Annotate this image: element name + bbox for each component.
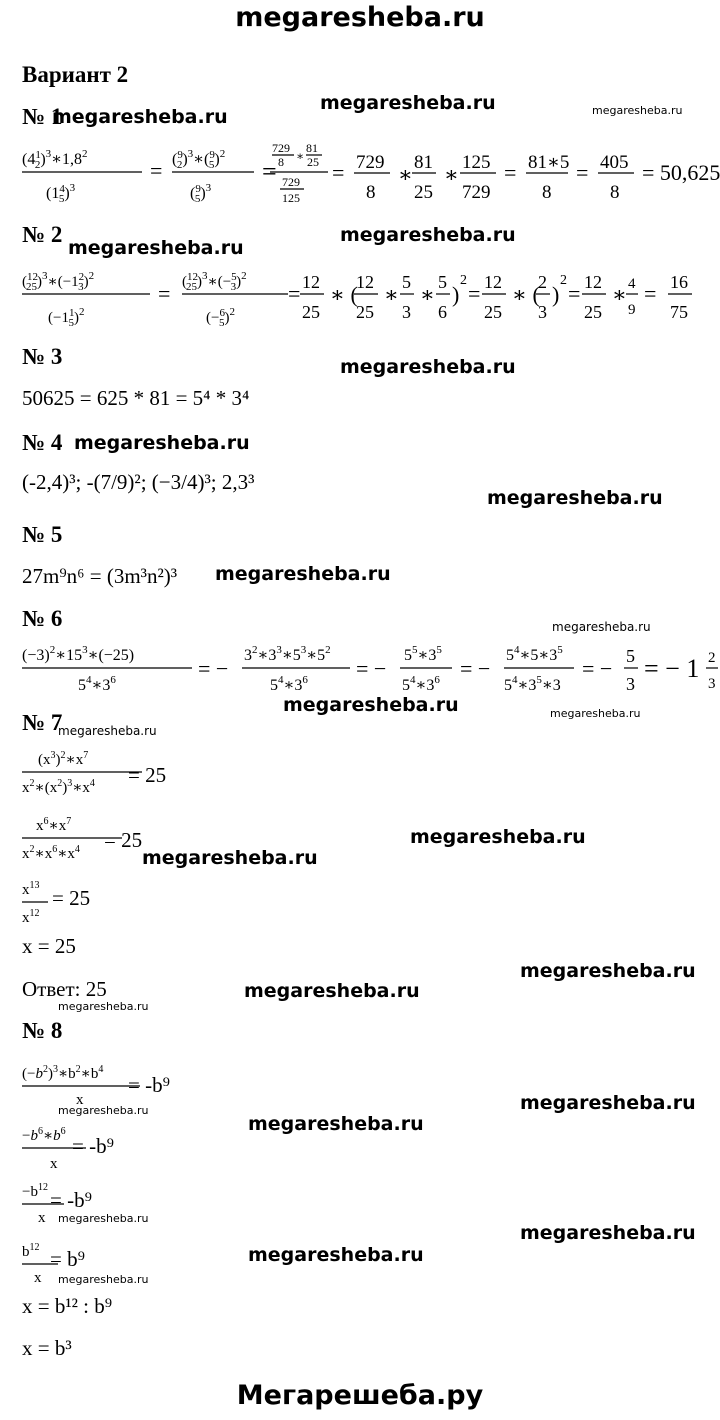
problem-4-number: № 4 <box>22 430 63 455</box>
svg-text:=: = <box>262 157 277 186</box>
svg-text:5: 5 <box>438 272 447 292</box>
svg-text:8: 8 <box>278 155 284 169</box>
problem-7-rhs: = 25 <box>52 886 91 910</box>
svg-text:x6∗x7: $x^6∗x^7$ <box>36 816 72 834</box>
svg-text:(−b2)3∗b2∗b4: $(-b^2)^3∗b^2∗b^4$ <box>22 1064 104 1082</box>
svg-text:= 50,625: = 50,625 <box>642 160 720 185</box>
watermark: megaresheba.ru <box>520 960 696 982</box>
svg-text:x: x <box>34 1270 42 1286</box>
svg-text:16: 16 <box>670 272 688 292</box>
watermark: megaresheba.ru <box>248 1244 424 1266</box>
svg-text:∗: ∗ <box>420 282 435 307</box>
svg-text:6: 6 <box>438 302 447 322</box>
svg-text:54∗35∗3: $5^4∗3^5∗3$ <box>504 674 561 694</box>
watermark: megaresheba.ru <box>52 106 228 128</box>
svg-text:8: 8 <box>366 182 376 203</box>
svg-text:3: 3 <box>538 302 547 322</box>
svg-text:25: 25 <box>302 302 320 322</box>
svg-text:=: = <box>150 158 163 183</box>
svg-text:(−115)2: ($-1^1$ 5)$^2$ <box>48 306 85 329</box>
svg-text:729: 729 <box>282 175 300 189</box>
watermark: megaresheba.ru <box>487 487 663 509</box>
svg-text:x: x <box>38 1210 46 1226</box>
svg-text:∗: ∗ <box>384 282 399 307</box>
problem-8-step5: x = b¹² : b⁹ <box>22 1294 113 1318</box>
svg-text:729: 729 <box>272 141 290 155</box>
svg-text:(95)3: ($^9$ 5)$^3$ <box>190 182 212 205</box>
watermark: megaresheba.ru <box>520 1222 696 1244</box>
site-footer[interactable]: Мегарешеба.ру <box>236 1380 484 1411</box>
svg-text:=: = <box>332 160 345 185</box>
problem-7-step1 <box>22 744 222 800</box>
svg-text:): ) <box>552 282 560 307</box>
watermark: megaresheba.ru <box>58 1104 149 1117</box>
site-header[interactable]: megaresheba.ru <box>235 2 485 33</box>
svg-text:2: 2 <box>538 272 547 292</box>
svg-text:(1225)3∗(−53)2: ($^{12}$ 25)$^3$∗(−$^5$ 3)$^2$ <box>182 270 247 293</box>
svg-text:b12: $b^{12}$ <box>22 1242 40 1260</box>
svg-text:2: 2 <box>460 273 467 288</box>
watermark: megaresheba.ru <box>68 237 244 259</box>
problem-8-step6: x = b³ <box>22 1336 72 1360</box>
svg-text:25: 25 <box>414 182 433 203</box>
svg-text:∗: ∗ <box>612 282 627 307</box>
problem-5-number: № 5 <box>22 522 63 547</box>
svg-text:3: 3 <box>626 674 635 694</box>
watermark: megaresheba.ru <box>58 1000 149 1013</box>
svg-text:(x3)2∗x7: $(x^3)^2∗x^7$ <box>38 750 89 768</box>
svg-text:25: 25 <box>484 302 502 322</box>
problem-7-number: № 7 <box>22 710 63 735</box>
svg-text:54∗36: $5^4∗3^6$ <box>270 674 308 694</box>
watermark: megaresheba.ru <box>244 980 420 1002</box>
svg-text:405: 405 <box>600 152 629 173</box>
problem-8-rhs-positive: = b⁹ <box>50 1247 85 1271</box>
problem-1-solution <box>22 138 720 214</box>
problem-5-line: 27m⁹n⁶ = (3m³n²)³ <box>22 564 178 588</box>
watermark: megaresheba.ru <box>552 620 651 634</box>
svg-text:=: = <box>568 281 581 306</box>
svg-text:3: 3 <box>708 676 716 692</box>
svg-text:(1225)3∗(−123)2: ($^{12}$ $25)^3∗(-1^2$ 3)$^2$ <box>22 270 95 293</box>
problem-4-line: (-2,4)³; -(7/9)²; (−3/4)³; 2,3³ <box>22 470 255 494</box>
svg-text:54∗5∗35: $5^4∗5∗3^5$ <box>506 644 563 664</box>
svg-text:x12: $x^{12}$ <box>22 908 40 926</box>
svg-text:125: 125 <box>282 191 300 205</box>
svg-text:25: 25 <box>584 302 602 322</box>
svg-text:54∗36: $5^4∗3^6$ <box>402 674 440 694</box>
svg-text:9: 9 <box>628 302 636 318</box>
svg-text:8: 8 <box>610 182 620 203</box>
problem-6-solution <box>22 638 716 702</box>
svg-text:∗: ∗ <box>296 149 305 163</box>
watermark: megaresheba.ru <box>320 92 496 114</box>
svg-text:−b12: $-b^{12}$ <box>22 1182 48 1200</box>
svg-text:x2∗x6∗x4: $x^2∗x^6∗x^4$ <box>22 844 80 862</box>
svg-text:x13: $x^{13}$ <box>22 880 40 898</box>
svg-text:=: = <box>468 281 481 306</box>
svg-text:= −: = − <box>582 656 613 681</box>
svg-text:2: 2 <box>708 650 716 666</box>
svg-text:x2∗(x2)3∗x4: $x^2∗(x^2)^3∗x^4$ <box>22 778 95 796</box>
watermark: megaresheba.ru <box>58 724 157 738</box>
svg-text:5: 5 <box>626 646 635 666</box>
svg-text:81∗5: 81∗5 <box>528 152 570 173</box>
svg-text:(−65)2: (−$^6$ 5)$^2$ <box>206 306 235 329</box>
watermark: megaresheba.ru <box>410 826 586 848</box>
svg-text:729: 729 <box>356 152 385 173</box>
problem-6-number: № 6 <box>22 606 63 631</box>
svg-text:5: 5 <box>402 272 411 292</box>
svg-text:=: = <box>158 281 171 306</box>
svg-text:125: 125 <box>462 152 491 173</box>
svg-text:∗: ∗ <box>398 162 413 187</box>
watermark: megaresheba.ru <box>520 1092 696 1114</box>
svg-text:12: 12 <box>484 272 502 292</box>
svg-text:(92)3∗(95)2: ($^9$ 2)$^3$∗($^9$ 5)$^2$ <box>172 148 226 171</box>
problem-8-rhs: = -b⁹ <box>128 1073 170 1097</box>
problem-2-solution <box>22 258 712 338</box>
svg-text:=: = <box>288 281 301 306</box>
watermark: megaresheba.ru <box>142 847 318 869</box>
svg-text:81: 81 <box>414 152 433 173</box>
svg-text:x: x <box>50 1156 58 1172</box>
problem-8-rhs: = -b⁹ <box>50 1188 92 1212</box>
svg-text:54∗36: $5^4∗3^6$ <box>78 674 116 694</box>
svg-text:32∗33∗53∗52: $3^2∗3^3∗5^3∗5^2$ <box>244 644 331 664</box>
svg-text:12: 12 <box>302 272 320 292</box>
svg-text:75: 75 <box>670 302 688 322</box>
svg-text:=: = <box>504 160 517 185</box>
svg-text:25: 25 <box>356 302 374 322</box>
watermark: megaresheba.ru <box>340 224 516 246</box>
svg-text:3: 3 <box>402 302 411 322</box>
svg-text:81: 81 <box>306 141 318 155</box>
svg-text:12: 12 <box>584 272 602 292</box>
problem-8-rhs: = -b⁹ <box>72 1134 114 1158</box>
problem-8-number: № 8 <box>22 1018 63 1043</box>
problem-7-step4: x = 25 <box>22 934 76 958</box>
svg-text:8: 8 <box>542 182 552 203</box>
svg-text:= − 1: = − 1 <box>644 654 700 683</box>
svg-text:x: x <box>76 1092 84 1108</box>
problem-3-number: № 3 <box>22 344 63 369</box>
svg-text:=: = <box>644 281 657 306</box>
svg-text:(412)3∗1,82: ($4^1$ $2)^3∗1,8^2$ <box>22 148 88 171</box>
svg-text:(145)3: ($1^4$ 5)$^3$ <box>46 182 76 205</box>
problem-7-rhs: = 25 <box>104 828 143 852</box>
watermark: megaresheba.ru <box>215 563 391 585</box>
variant-title: Вариант 2 <box>22 62 129 87</box>
problem-2-number: № 2 <box>22 222 63 247</box>
svg-text:∗ (: ∗ ( <box>330 282 358 307</box>
svg-text:= −: = − <box>198 656 229 681</box>
svg-text:729: 729 <box>462 182 491 203</box>
svg-text:∗: ∗ <box>444 162 459 187</box>
watermark: megaresheba.ru <box>550 707 641 720</box>
svg-text:=: = <box>576 160 589 185</box>
watermark: megaresheba.ru <box>248 1113 424 1135</box>
svg-text:2: 2 <box>560 273 567 288</box>
problem-1-number: № 1 <box>22 104 63 129</box>
watermark: megaresheba.ru <box>340 356 516 378</box>
svg-text:∗ (: ∗ ( <box>512 282 540 307</box>
watermark: megaresheba.ru <box>283 694 459 716</box>
svg-text:= −: = − <box>460 656 491 681</box>
watermark: megaresheba.ru <box>58 1273 149 1286</box>
watermark: megaresheba.ru <box>58 1212 149 1225</box>
problem-7-rhs: = 25 <box>128 763 167 787</box>
svg-text:= −: = − <box>356 656 387 681</box>
problem-3-line: 50625 = 625 * 81 = 5⁴ * 3⁴ <box>22 386 250 410</box>
svg-text:4: 4 <box>628 276 636 292</box>
svg-text:55∗35: $5^5∗3^5$ <box>404 644 442 664</box>
problem-7-answer: Ответ: 25 <box>22 977 107 1001</box>
svg-text:−b6∗b6: $-b^6∗b^6$ <box>22 1126 66 1144</box>
svg-text:25: 25 <box>307 155 319 169</box>
svg-text:): ) <box>452 282 460 307</box>
svg-text:12: 12 <box>356 272 374 292</box>
watermark: megaresheba.ru <box>74 432 250 454</box>
svg-text:(−3)2∗153∗(−25): $(-3)^2∗15^3∗(-25)$ <box>22 644 135 664</box>
watermark: megaresheba.ru <box>592 104 683 117</box>
